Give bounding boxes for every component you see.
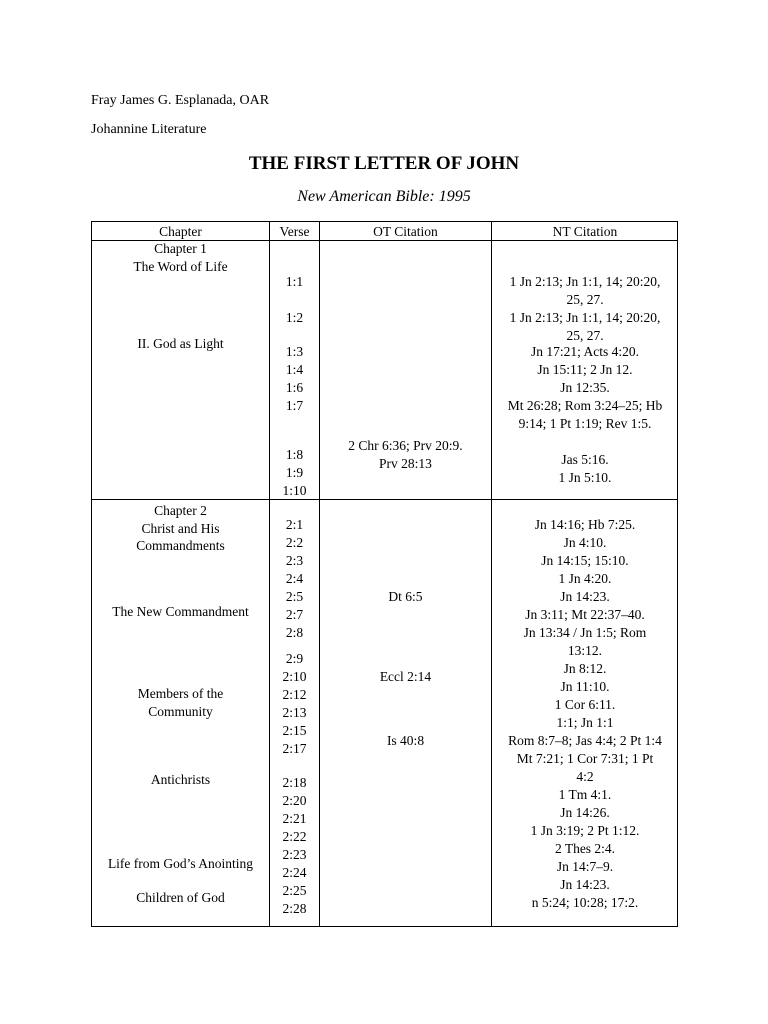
chapter-heading	[92, 771, 269, 789]
nt-citation-cell-line: Jn 14:26.	[560, 805, 610, 820]
nt-citation-cell-line: 1 Cor 6:11.	[554, 697, 616, 712]
nt-citation-cell	[492, 678, 678, 696]
verse-cell: 1:7	[285, 398, 304, 413]
nt-citation-cell-line: Mt 7:21; 1 Cor 7:31; 1 Pt	[516, 751, 654, 766]
nt-citation-cell	[492, 588, 678, 606]
nt-citation-cell	[492, 534, 678, 552]
chapter-heading-line: The New Commandment	[112, 604, 249, 619]
section-divider	[92, 499, 677, 500]
column-header-chapter: Chapter	[159, 224, 202, 239]
nt-citation-cell-line: Jn 3:11; Mt 22:37–40.	[525, 607, 645, 622]
citation-table	[91, 221, 678, 927]
nt-citation-cell-line: Mt 26:28; Rom 3:24–25; Hb	[507, 398, 663, 413]
verse-cell: 2:2	[285, 535, 304, 550]
ot-citation-cell-line: 2 Chr 6:36; Prv 20:9.	[348, 438, 463, 453]
nt-citation-cell-line: 1 Jn 4:20.	[558, 571, 612, 586]
verse-cell: 2:7	[285, 607, 304, 622]
nt-citation-cell	[492, 696, 678, 714]
verse-cell: 2:20	[282, 793, 307, 808]
verse-cell: 2:23	[282, 847, 307, 862]
chapter-heading	[92, 889, 269, 907]
verse-cell: 2:12	[282, 687, 307, 702]
verse-cell: 1:8	[285, 447, 304, 462]
chapter-heading-line: Chapter 1	[154, 241, 207, 256]
nt-citation-cell	[492, 516, 678, 534]
nt-citation-cell	[492, 894, 678, 912]
verse-cell: 2:8	[285, 625, 304, 640]
verse-cell: 2:24	[282, 865, 307, 880]
verse-cell: 2:15	[282, 723, 307, 738]
ot-citation-cell-line: Dt 6:5	[388, 589, 423, 604]
nt-citation-cell	[492, 606, 678, 624]
column-header-ot-citation: OT Citation	[373, 224, 438, 239]
nt-citation-cell	[492, 273, 678, 308]
chapter-heading	[92, 855, 269, 873]
verse-cell: 1:9	[285, 465, 304, 480]
nt-citation-cell	[492, 343, 678, 361]
verse-cell: 2:17	[282, 741, 307, 756]
nt-citation-cell	[492, 309, 678, 344]
nt-citation-cell	[492, 361, 678, 379]
chapter-heading-line: Children of God	[136, 890, 225, 905]
column-header-nt-citation: NT Citation	[552, 224, 618, 239]
chapter-heading	[92, 240, 269, 275]
ot-citation-cell-line: Is 40:8	[386, 733, 425, 748]
ot-citation-cell-line: Prv 28:13	[379, 455, 432, 471]
nt-citation-cell	[492, 624, 678, 659]
nt-citation-cell-line: Jn 17:21; Acts 4:20.	[530, 344, 639, 359]
chapter-heading-line: Chapter 2	[154, 503, 207, 518]
nt-citation-cell-line: Jas 5:16.	[561, 452, 609, 467]
chapter-heading	[92, 685, 269, 720]
nt-citation-cell	[492, 876, 678, 894]
author-name: Fray James G. Esplanada, OAR	[91, 93, 270, 108]
chapter-heading-line: Commandments	[136, 538, 225, 553]
verse-cell: 1:2	[285, 310, 304, 325]
nt-citation-cell	[492, 379, 678, 397]
nt-citation-cell	[492, 552, 678, 570]
nt-citation-cell	[492, 786, 678, 804]
nt-citation-cell-line: 1:1; Jn 1:1	[556, 715, 614, 730]
nt-citation-cell-line: Jn 15:11; 2 Jn 12.	[537, 362, 633, 377]
course-name: Johannine Literature	[91, 122, 207, 137]
verse-cell: 2:28	[282, 901, 307, 916]
verse-cell: 2:18	[282, 775, 307, 790]
chapter-heading-line: Christ and His	[141, 520, 220, 536]
verse-cell: 2:22	[282, 829, 307, 844]
chapter-heading-line: Life from God’s Anointing	[107, 856, 254, 871]
nt-citation-cell-line: 1 Jn 2:13; Jn 1:1, 14; 20:20,	[509, 274, 661, 289]
verse-cell: 2:4	[285, 571, 304, 586]
nt-citation-cell	[492, 804, 678, 822]
nt-citation-cell	[492, 660, 678, 678]
verse-cell: 2:25	[282, 883, 307, 898]
chapter-heading	[92, 603, 269, 621]
verse-cell: 2:9	[285, 651, 304, 666]
chapter-heading	[92, 335, 269, 353]
verse-cell: 2:13	[282, 705, 307, 720]
ot-citation-cell	[320, 588, 491, 606]
nt-citation-cell-line: 1 Tm 4:1.	[558, 787, 612, 802]
nt-citation-cell	[492, 397, 678, 432]
nt-citation-cell-line: 2 Thes 2:4.	[554, 841, 616, 856]
nt-citation-cell	[492, 570, 678, 588]
nt-citation-cell-line: Jn 11:10.	[560, 679, 610, 694]
ot-citation-cell	[320, 668, 491, 686]
verse-cell: 1:3	[285, 344, 304, 359]
nt-citation-cell-line: 1 Jn 3:19; 2 Pt 1:12.	[530, 823, 640, 838]
nt-citation-cell-line: Jn 4:10.	[563, 535, 607, 550]
verse-cell: 1:4	[285, 362, 304, 377]
nt-citation-cell	[492, 840, 678, 858]
chapter-heading-line: Antichrists	[150, 772, 211, 787]
nt-citation-cell-line: Jn 14:7–9.	[556, 859, 614, 874]
document-subtitle: New American Bible: 1995	[297, 188, 471, 205]
column-header-verse: Verse	[279, 224, 310, 239]
verse-cell: 2:21	[282, 811, 307, 826]
nt-citation-cell-line: 13:12.	[567, 642, 603, 658]
nt-citation-cell	[492, 858, 678, 876]
nt-citation-cell-line: Jn 14:15; 15:10.	[541, 553, 629, 568]
nt-citation-cell	[492, 714, 678, 732]
nt-citation-cell	[492, 451, 678, 469]
verse-cell: 2:10	[282, 669, 307, 684]
ot-citation-cell	[320, 437, 491, 472]
nt-citation-cell	[492, 822, 678, 840]
nt-citation-cell-line: 1 Jn 2:13; Jn 1:1, 14; 20:20,	[509, 310, 661, 325]
ot-citation-cell	[320, 732, 491, 750]
nt-citation-cell-line: Jn 13:34 / Jn 1:5; Rom	[523, 625, 647, 640]
nt-citation-cell-line: Jn 12:35.	[560, 380, 610, 395]
nt-citation-cell-line: 9:14; 1 Pt 1:19; Rev 1:5.	[518, 415, 652, 431]
nt-citation-cell-line: 1 Jn 5:10.	[558, 470, 612, 485]
nt-citation-cell-line: Jn 14:16; Hb 7:25.	[534, 517, 636, 532]
verse-cell: 2:1	[285, 517, 304, 532]
nt-citation-cell	[492, 750, 678, 785]
chapter-heading-line: Members of the	[137, 686, 224, 701]
nt-citation-cell-line: 25, 27.	[566, 291, 604, 307]
nt-citation-cell	[492, 732, 678, 750]
chapter-heading	[92, 502, 269, 555]
nt-citation-cell-line: 25, 27.	[566, 327, 604, 343]
verse-cell: 1:10	[282, 483, 307, 498]
nt-citation-cell-line: n 5:24; 10:28; 17:2.	[531, 895, 639, 910]
column-divider	[319, 222, 320, 926]
chapter-heading-line: The Word of Life	[133, 258, 228, 274]
verse-cell: 1:6	[285, 380, 304, 395]
chapter-heading-line: II. God as Light	[137, 336, 224, 351]
nt-citation-cell-line: 4:2	[576, 768, 594, 784]
verse-cell: 2:5	[285, 589, 304, 604]
nt-citation-cell-line: Jn 14:23.	[560, 589, 610, 604]
nt-citation-cell-line: Rom 8:7–8; Jas 4:4; 2 Pt 1:4	[508, 733, 662, 748]
verse-cell: 2:3	[285, 553, 304, 568]
chapter-heading-line: Community	[148, 703, 213, 719]
verse-cell: 1:1	[285, 274, 304, 289]
nt-citation-cell-line: Jn 14:23.	[560, 877, 610, 892]
nt-citation-cell	[492, 469, 678, 487]
document-title: THE FIRST LETTER OF JOHN	[248, 153, 520, 174]
nt-citation-cell-line: Jn 8:12.	[563, 661, 607, 676]
ot-citation-cell-line: Eccl 2:14	[379, 669, 432, 684]
